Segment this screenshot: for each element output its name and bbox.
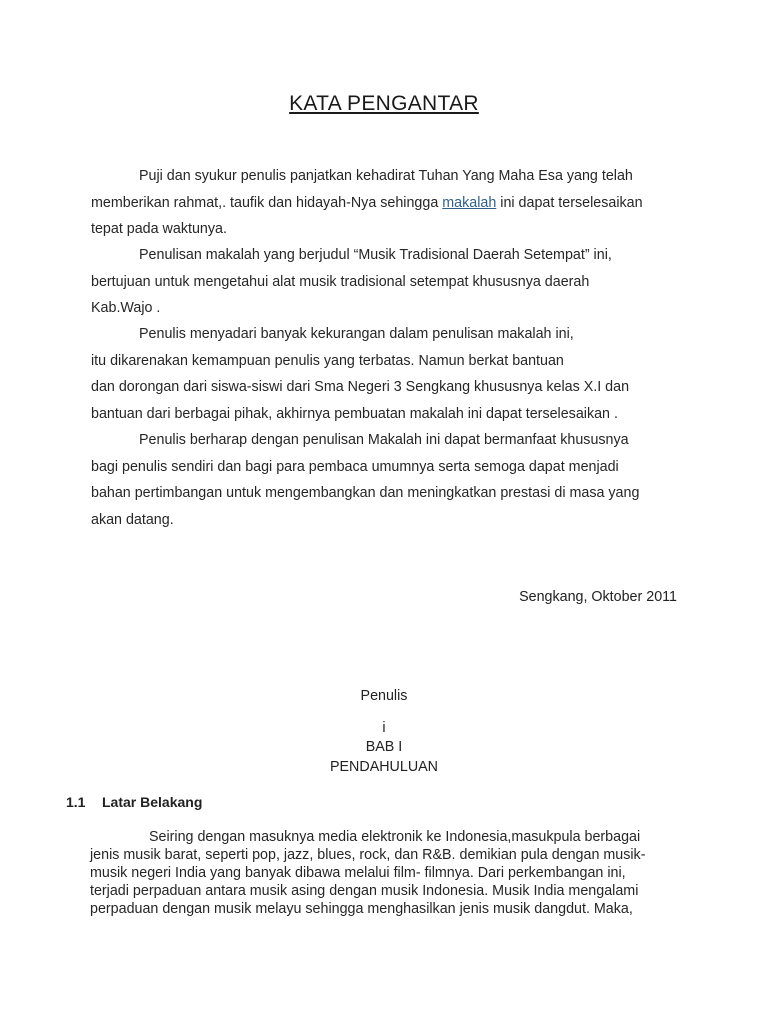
- paragraph-1-line-2-end: ini dapat terselesaikan: [496, 195, 643, 211]
- chapter-title: PENDAHULUAN: [329, 759, 439, 775]
- paragraph-1-line-1: Puji dan syukur penulis panjatkan kehadirat Tuhan Yang Maha Esa yang telah: [139, 168, 633, 184]
- paragraph-4-line-4: akan datang.: [91, 512, 174, 528]
- paragraph-1-line-2-start: memberikan rahmat,. taufik dan hidayah-Nya sehingga: [91, 195, 443, 211]
- section-line-2: jenis musik barat, seperti pop, jazz, blues, rock, dan R&B. demikian pula dengan musik-: [90, 847, 646, 863]
- section-title: Latar Belakang: [102, 794, 203, 810]
- paragraph-1-line-3: tepat pada waktunya.: [91, 221, 227, 237]
- page-title: KATA PENGANTAR: [289, 92, 479, 115]
- signature-label: Penulis: [360, 688, 408, 704]
- page-number: i: [382, 720, 386, 736]
- section-line-3: musik negeri India yang banyak dibawa melalui film- filmnya. Dari perkembangan ini,: [90, 865, 626, 881]
- paragraph-2-line-1: Penulisan makalah yang berjudul “Musik Tradisional Daerah Setempat” ini,: [139, 247, 612, 263]
- section-line-5: perpaduan dengan musik melayu sehingga menghasilkan jenis musik dangdut. Maka,: [90, 901, 633, 917]
- paragraph-3-line-1: Penulis menyadari banyak kekurangan dalam penulisan makalah ini,: [139, 326, 574, 342]
- chapter-number: BAB I: [365, 739, 403, 755]
- paragraph-3-line-3: dan dorongan dari siswa-siswi dari Sma Negeri 3 Sengkang khususnya kelas X.I dan: [91, 379, 630, 395]
- paragraph-1-line-2: [91, 195, 643, 211]
- paragraph-4-line-2: bagi penulis sendiri dan bagi para pembaca umumnya serta semoga dapat menjadi: [91, 459, 619, 475]
- paragraph-3-line-2: itu dikarenakan kemampuan penulis yang terbatas. Namun berkat bantuan: [91, 353, 564, 369]
- place-date: Sengkang, Oktober 2011: [519, 589, 677, 605]
- makalah-link[interactable]: makalah: [442, 195, 497, 211]
- section-line-1: Seiring dengan masuknya media elektronik ke Indonesia,masukpula berbagai: [149, 829, 641, 845]
- paragraph-2-line-3: Kab.Wajo .: [91, 300, 161, 316]
- paragraph-4-line-1: Penulis berharap dengan penulisan Makalah ini dapat bermanfaat khususnya: [139, 432, 629, 448]
- paragraph-2-line-2: bertujuan untuk mengetahui alat musik tradisional setempat khususnya daerah: [91, 274, 590, 290]
- section-number: 1.1: [66, 794, 86, 810]
- paragraph-4-line-3: bahan pertimbangan untuk mengembangkan dan meningkatkan prestasi di masa yang: [91, 485, 640, 501]
- paragraph-3-line-4: bantuan dari berbagai pihak, akhirnya pembuatan makalah ini dapat terselesaikan .: [91, 406, 618, 422]
- section-heading: [66, 794, 202, 810]
- section-line-4: terjadi perpaduan antara musik asing dengan musik Indonesia. Musik India mengalami: [90, 883, 639, 899]
